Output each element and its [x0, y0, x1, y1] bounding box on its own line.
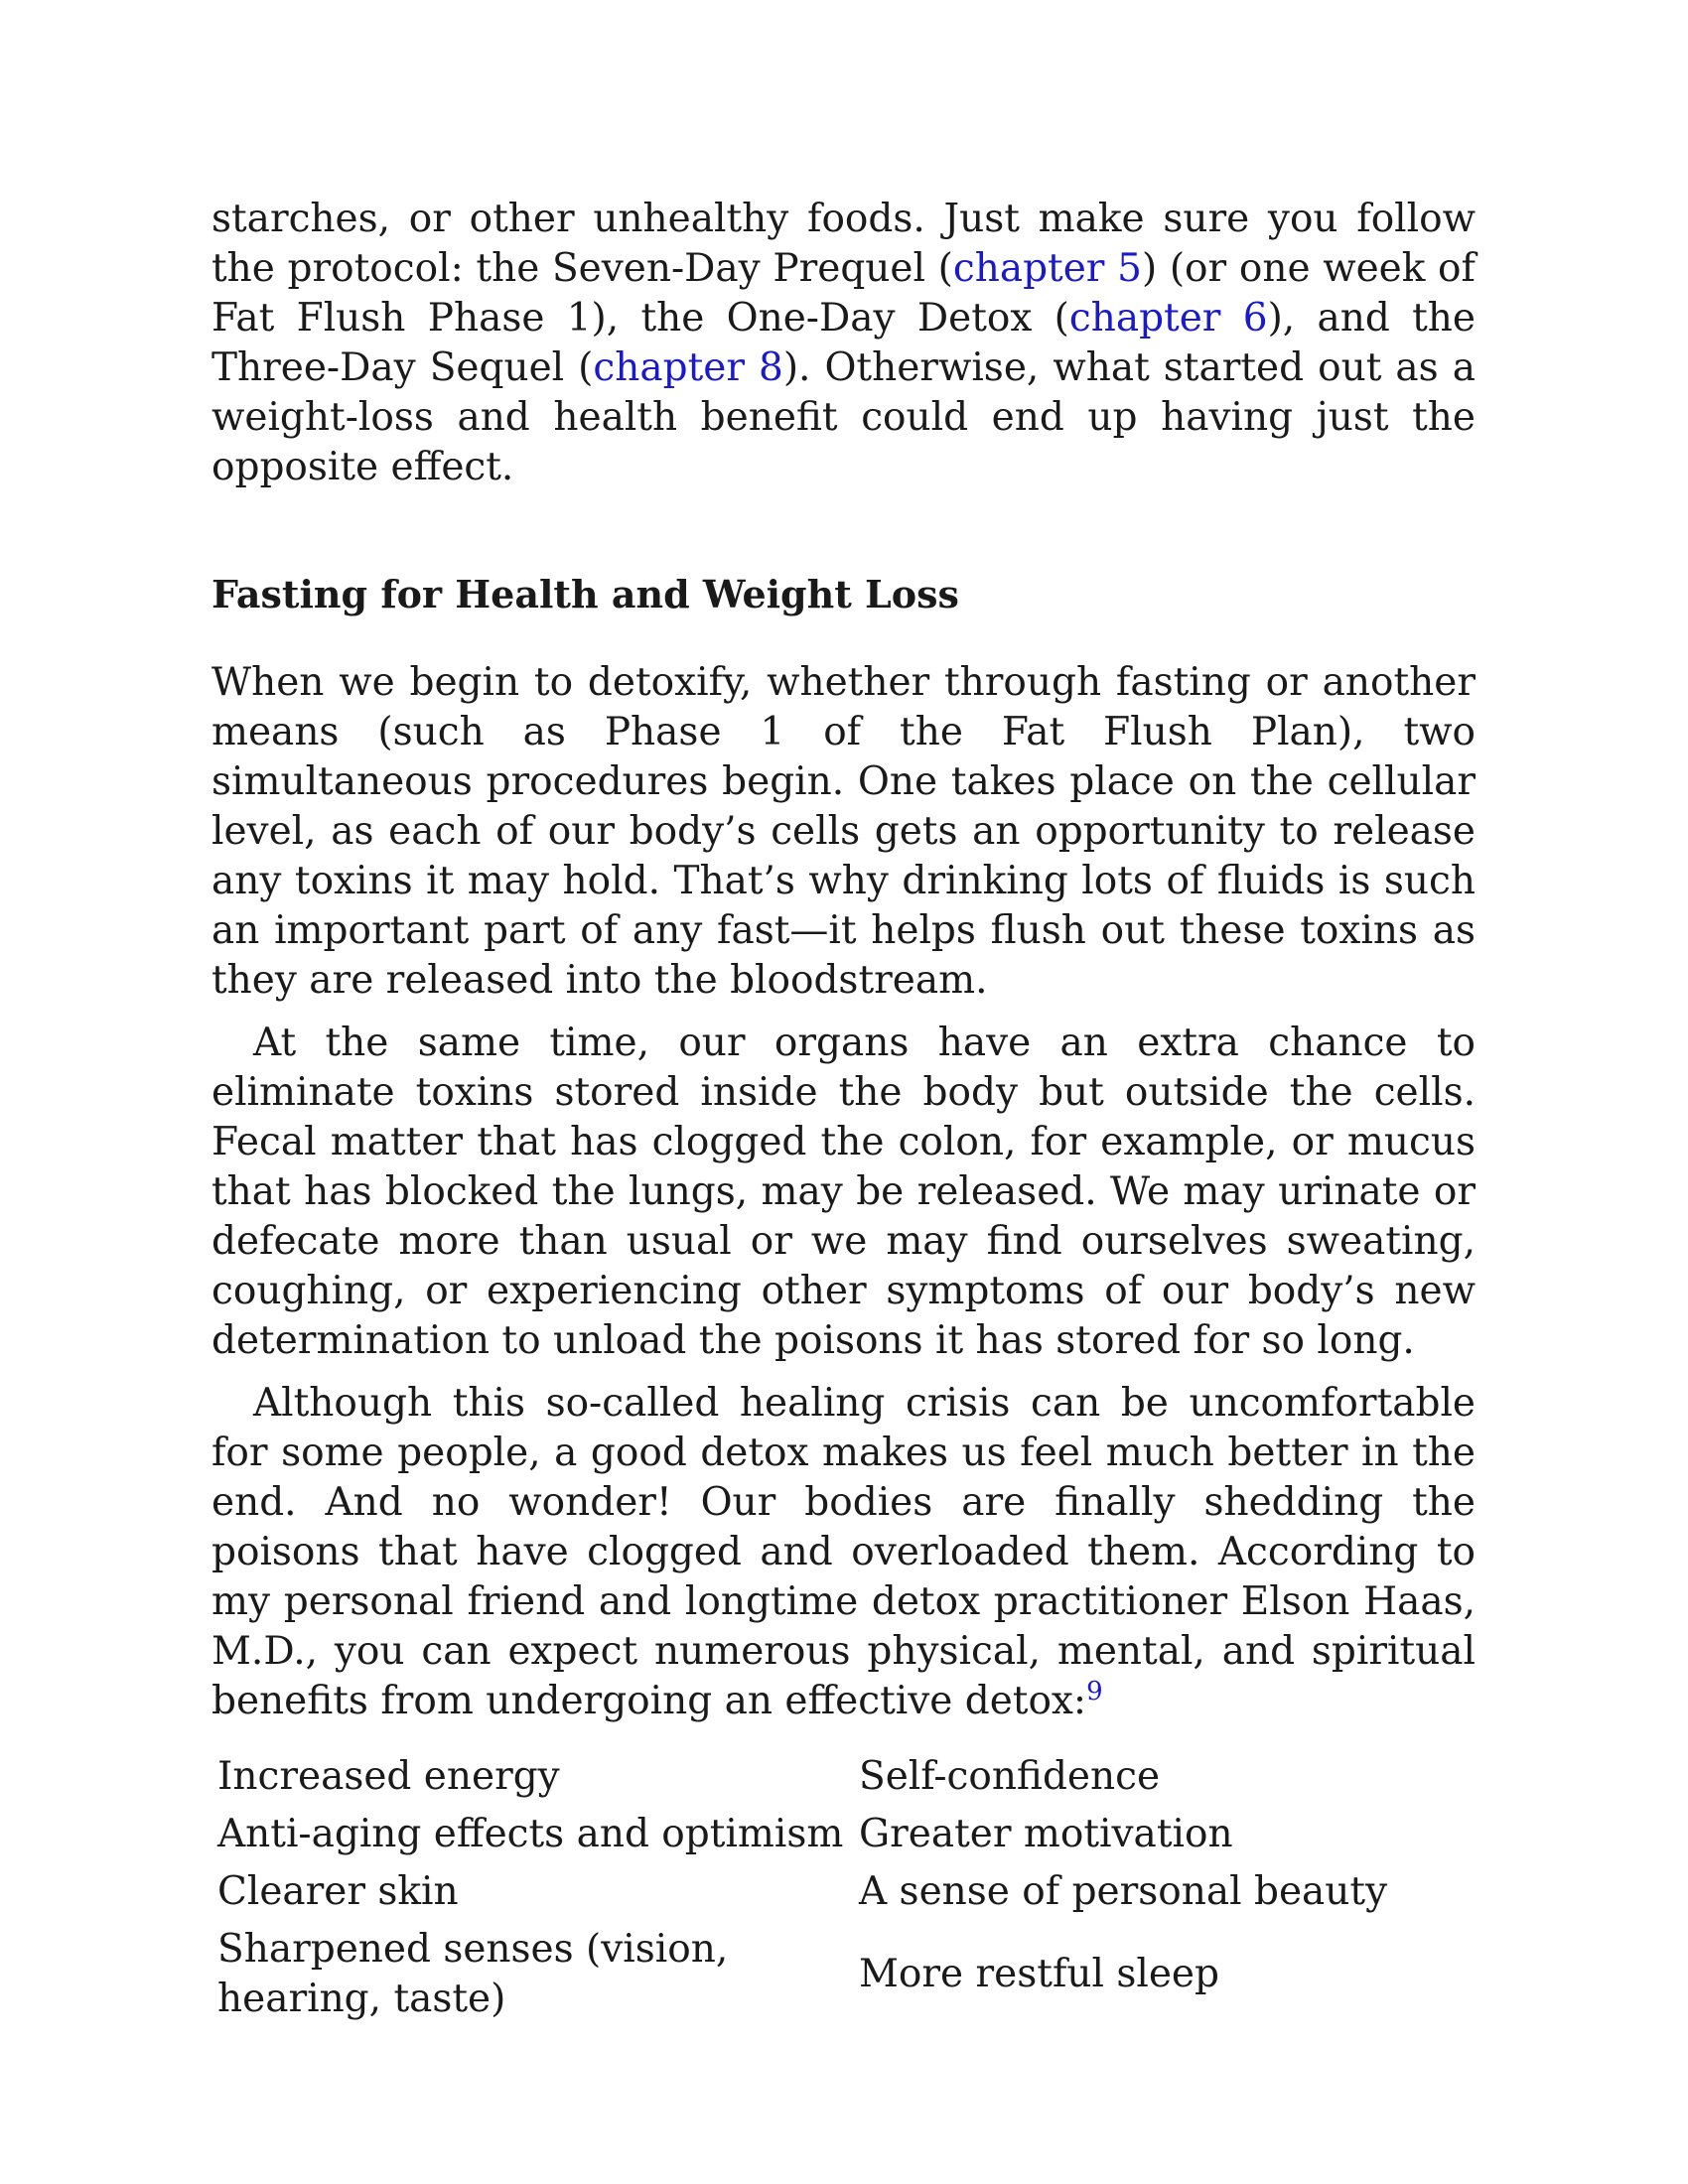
paragraph-organs: At the same time, our organs have an extra chance to eliminate toxins stored inside the body but outside the cells. Fecal matter that has clogged the colon, for example, or mucus that has blocked the lungs, may be released. We may urinate or defecate more than usual or we may find ourselves sweating, coughing, or experiencing other symptoms of our body’s new determination to unload the poisons it has stored for so long. [211, 1021, 1476, 1363]
benefit-cell: Sharpened senses (vision, hearing, taste) [217, 1927, 729, 2021]
chapter-5-link[interactable]: chapter 5 [952, 246, 1142, 291]
chapter-6-link[interactable]: chapter 6 [1068, 296, 1268, 341]
paragraph-text: ). Otherwise, what started out as a weight-loss and health benefit could end up having just the opposite effect. [211, 345, 1476, 489]
paragraph-text: ), and the Three-Day Sequel ( [211, 296, 1476, 390]
benefit-cell: Increased energy [217, 1754, 560, 1799]
section-heading: Fasting for Health and Weight Loss [211, 572, 959, 616]
table-row [217, 1806, 1455, 1863]
paragraph-protocol [211, 195, 1476, 492]
chapter-8-link[interactable]: chapter 8 [593, 345, 783, 390]
table-row [217, 1863, 1455, 1921]
benefit-cell: More restful sleep [859, 1952, 1219, 1996]
benefit-cell: Greater motivation [859, 1812, 1233, 1856]
benefit-cell: A sense of personal beauty [859, 1869, 1388, 1914]
paragraph-healing-crisis [211, 1379, 1476, 1726]
paragraph-detoxify: When we begin to detoxify, whether through fasting or another means (such as Phase 1 of the Fat Flush Plan), two simultaneous procedures begin. One takes place on the cellular level, as each of our body’s cells gets an opportunity to release any toxins it may hold. That’s why drinking lots of fluids is such an important part of any fast—it helps flush out these toxins as they are released into the bloodstream. [211, 660, 1476, 1003]
benefit-cell: Anti-aging effects and optimism [217, 1812, 844, 1856]
benefit-cell: Self-confidence [859, 1754, 1161, 1799]
paragraph-text: Although this so-called healing crisis can be uncomfortable for some people, a good detox makes us feel much better in the end. And no wonder! Our bodies are finally shedding the poisons that have clogged and overloaded them. According to my personal friend and longtime detox practitioner Elson Haas, M.D., you can expect numerous physical, mental, and spiritual benefits from undergoing an effective detox: [211, 1381, 1476, 1723]
table-row [217, 1748, 1455, 1806]
paragraph-text: starches, or other unhealthy foods. Just make sure you follow the protocol: the Seven-Day Prequel ( [211, 197, 1476, 291]
benefit-cell: Clearer skin [217, 1869, 459, 1914]
paragraph-text: ) (or one week of Fat Flush Phase 1), the One-Day Detox ( [211, 246, 1476, 341]
footnote-9-link[interactable]: 9 [1086, 1677, 1103, 1706]
footnote-reference [1086, 1677, 1103, 1706]
table-row [217, 1921, 1455, 2028]
page-content [211, 195, 1476, 2028]
benefits-table [217, 1748, 1455, 2028]
